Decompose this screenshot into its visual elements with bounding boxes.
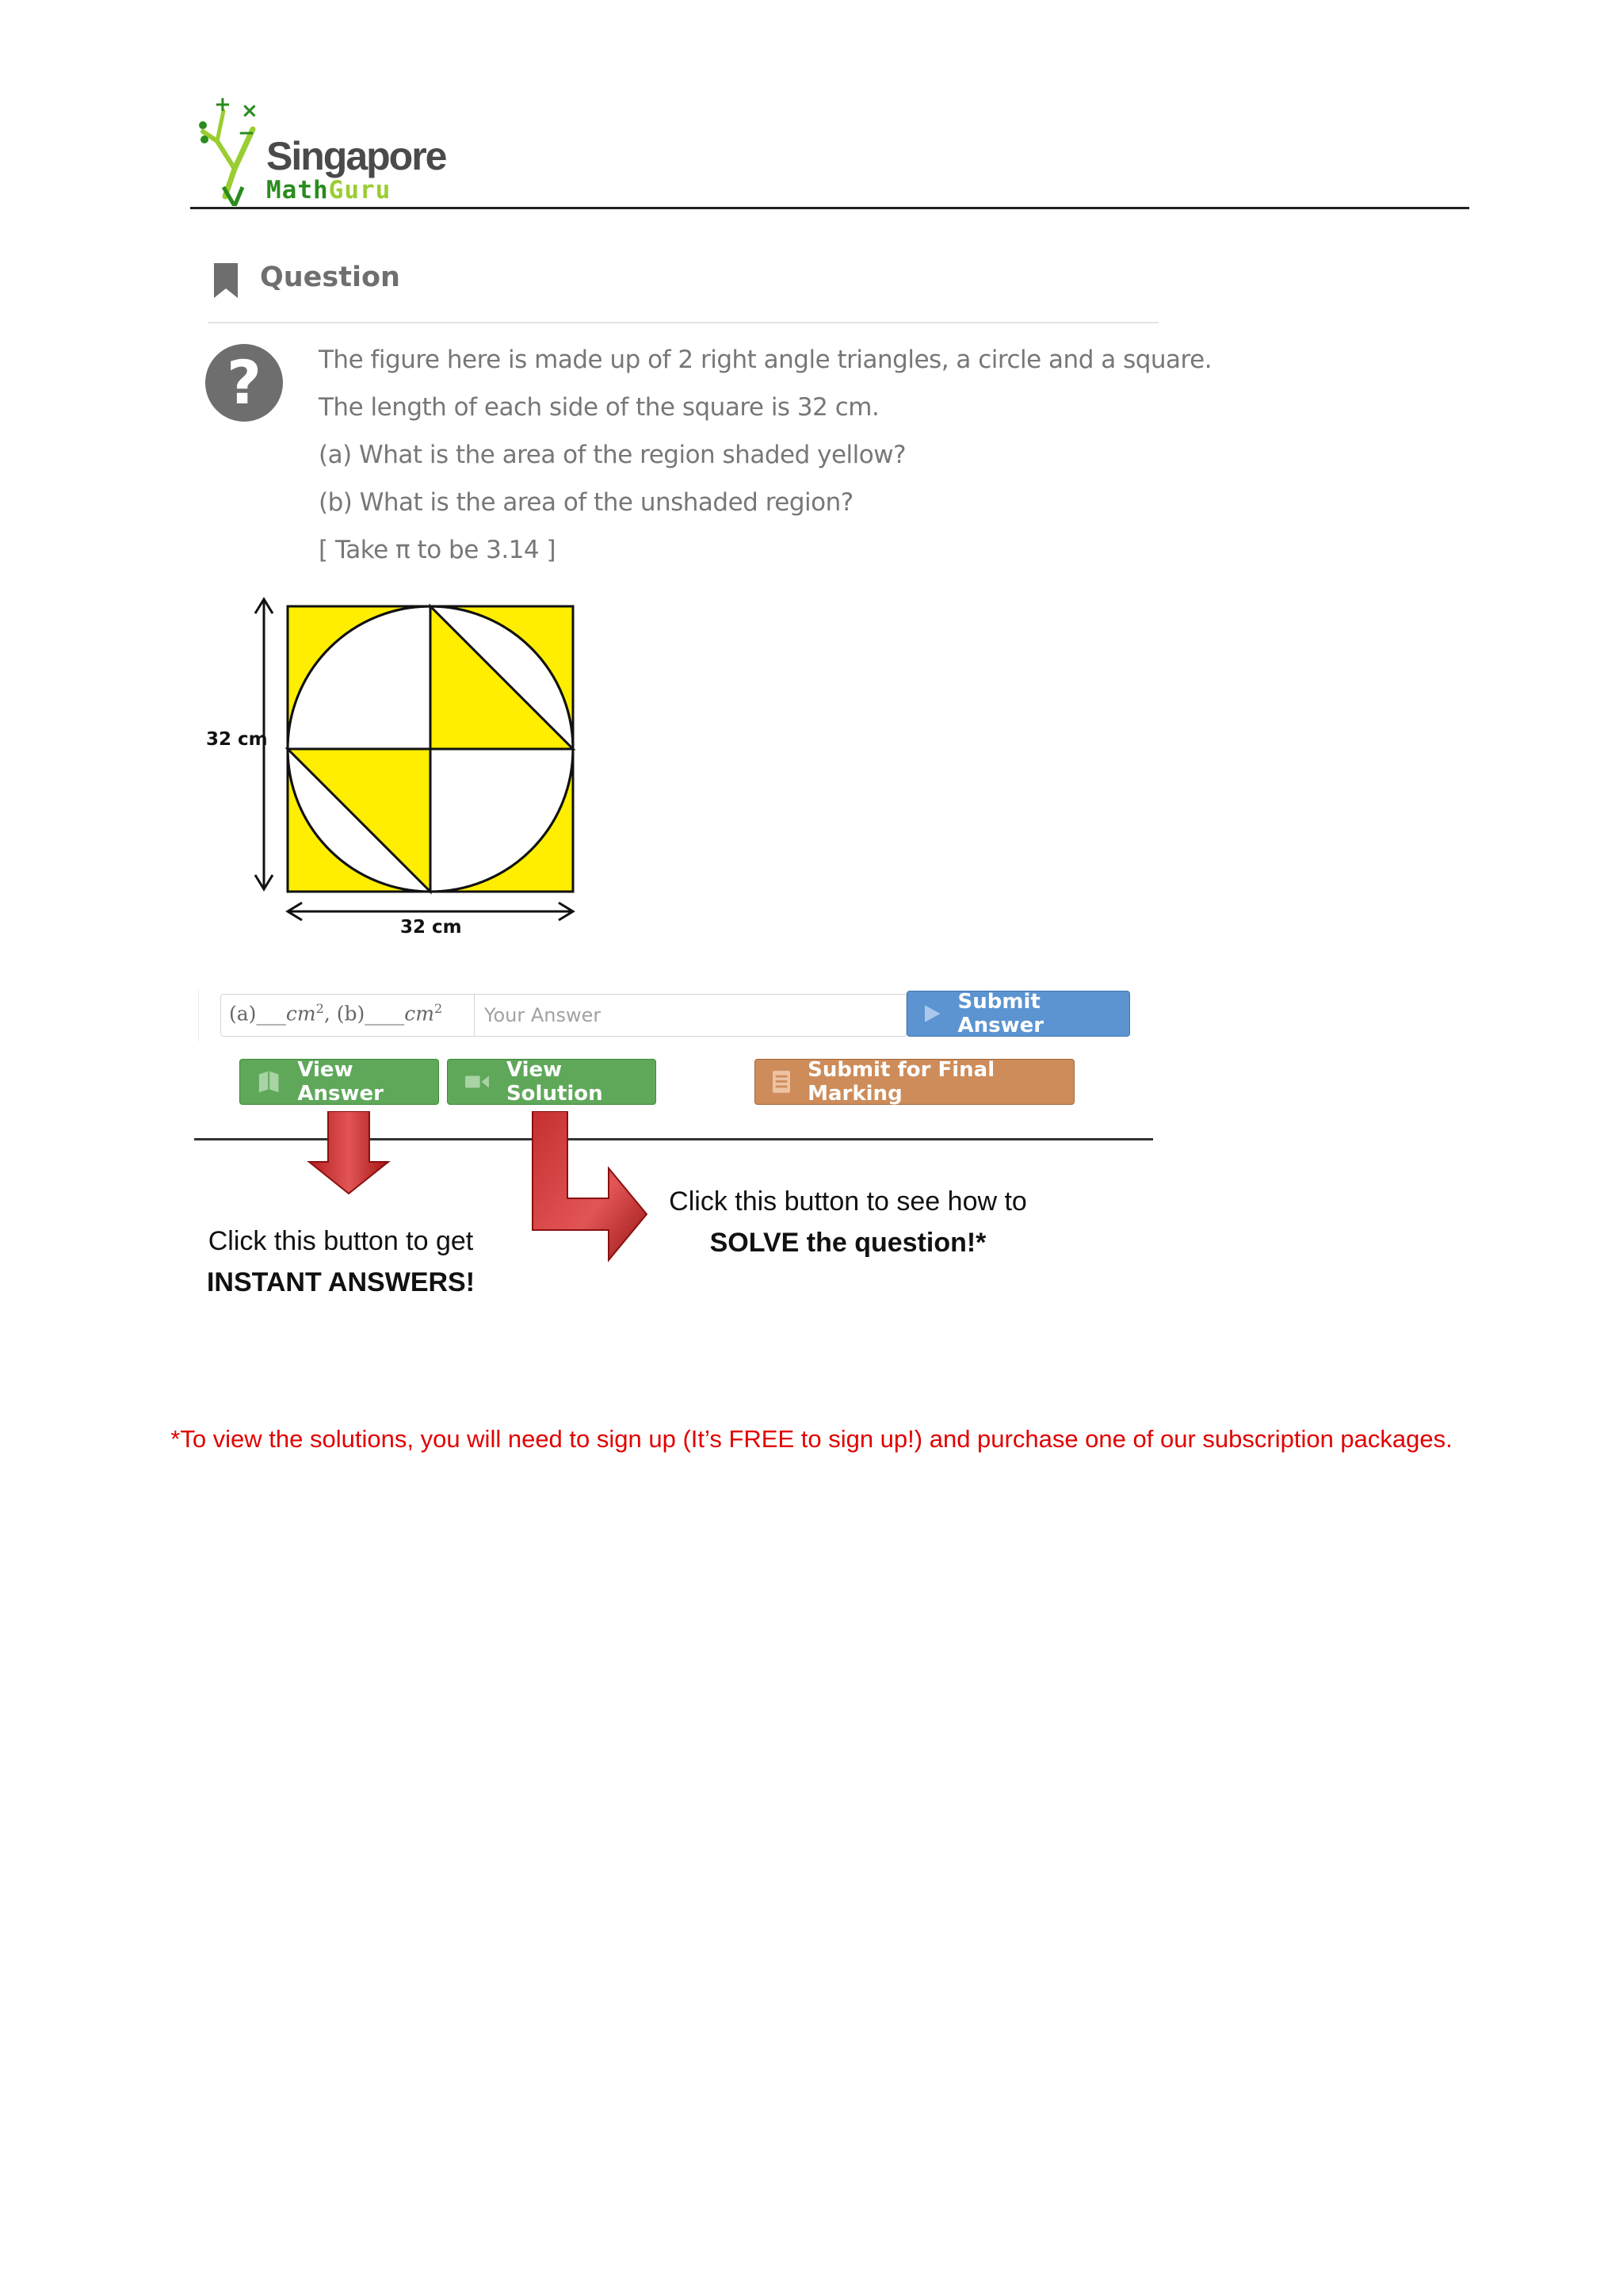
submit-final-marking-button[interactable]: [754, 1059, 1075, 1105]
callout-right-line-2: SOLVE the question!*: [709, 1228, 987, 1258]
svg-text:+: +: [214, 94, 231, 117]
arrow-down-right-icon: [529, 1111, 656, 1270]
submit-final-marking-label: Submit for Final Marking: [808, 1058, 995, 1106]
view-solution-button[interactable]: [447, 1059, 656, 1105]
instant-answers-callout: [198, 1221, 483, 1303]
submit-answer-label: Submit Answer: [957, 990, 1044, 1037]
answer-input[interactable]: [474, 994, 907, 1037]
solve-question-callout: [650, 1181, 1046, 1263]
svg-text:×: ×: [241, 99, 258, 123]
logo-text-singapore: Singapore: [266, 134, 446, 178]
svg-text:−: −: [238, 121, 255, 145]
view-solution-label: View Solution: [506, 1058, 603, 1106]
view-answer-label: View Answer: [297, 1058, 384, 1106]
submit-answer-button[interactable]: [907, 991, 1130, 1037]
logo-text-mathguru: MathGuru: [266, 176, 391, 204]
question-line-2: The length of each side of the square is 32 cm.: [319, 393, 880, 422]
question-line-5: [ Take π to be 3.14 ]: [319, 536, 556, 564]
video-camera-icon: [465, 1074, 489, 1090]
answer-format-hint: $(a)\_\_\_cm^2$, $(b)\_\_\_\_cm^2$: [220, 994, 474, 1037]
bookmark-icon: [214, 263, 241, 298]
site-logo[interactable]: [193, 94, 446, 206]
question-divider: [208, 322, 1159, 323]
header-divider: [190, 207, 1469, 209]
question-line-4: (b) What is the area of the unshaded region?: [319, 488, 854, 517]
arrow-down-icon: [301, 1111, 396, 1198]
question-header: [208, 258, 1159, 303]
book-icon: [258, 1071, 280, 1093]
question-line-3: (a) What is the area of the region shaded yellow?: [319, 441, 907, 469]
callout-left-line-1: Click this button to get: [208, 1226, 474, 1256]
question-title: Question: [260, 262, 400, 293]
question-line-1: The figure here is made up of 2 right angle triangles, a circle and a square.: [319, 346, 1212, 374]
geometry-figure: [190, 586, 602, 951]
view-answer-button[interactable]: [239, 1059, 439, 1105]
callout-right-line-1: Click this button to see how to: [669, 1186, 1027, 1217]
question-mark-icon: ?: [205, 344, 283, 422]
horizontal-side-label: 32 cm: [400, 917, 462, 938]
subscription-footnote: *To view the solutions, you will need to sign up (It’s FREE to sign up!) and purchase one of our subscription packages.: [170, 1425, 1453, 1453]
logo-tree-icon: [193, 94, 273, 206]
callout-left-line-2: INSTANT ANSWERS!: [206, 1267, 475, 1297]
vertical-side-label: 32 cm: [206, 729, 268, 750]
document-icon: [773, 1070, 790, 1094]
play-icon: [925, 1005, 941, 1022]
